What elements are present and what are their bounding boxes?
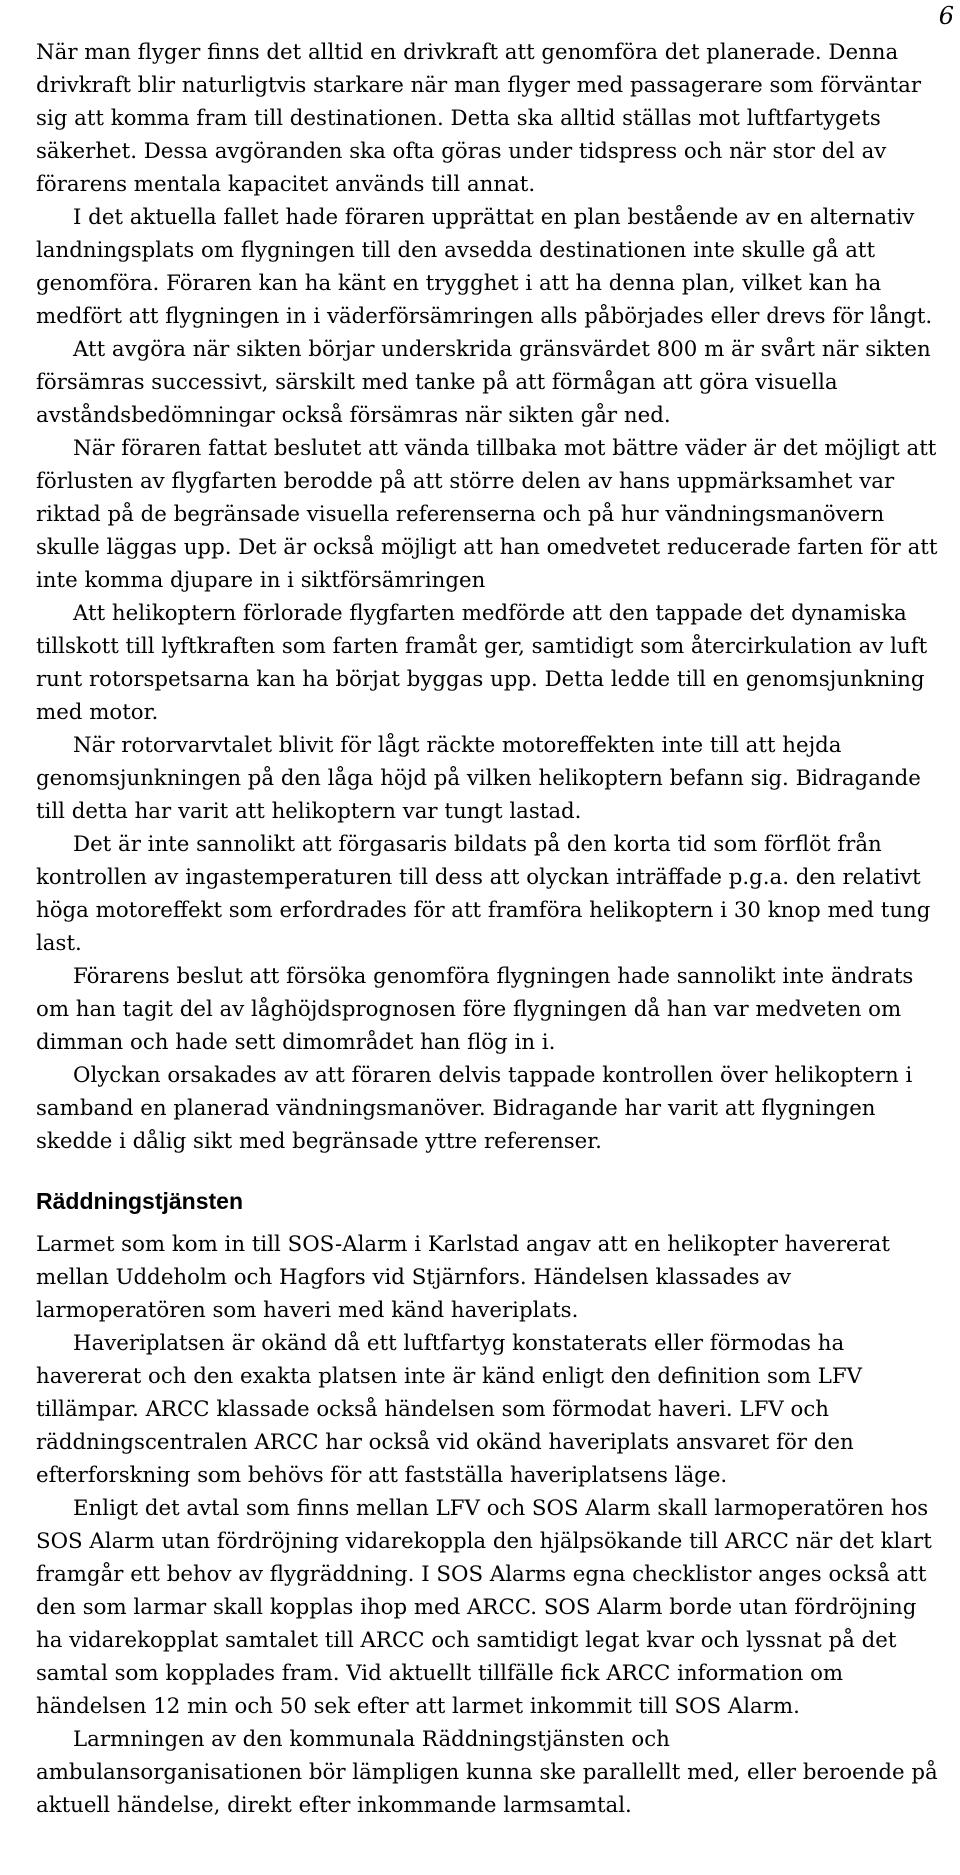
paragraph: Förarens beslut att försöka genomföra flygningen hade sannolikt inte ändrats om han tagit del av låghöjdsprognosen före flygningen då han var medveten om dimman och hade sett dimområdet han flög in i. [36, 964, 914, 1055]
paragraph: I det aktuella fallet hade föraren upprättat en plan bestående av en alternativ landningsplats om flygningen till den avsedda destinationen inte skulle gå att genomföra. Föraren kan ha känt en trygghet i att ha denna plan, vilket kan ha medfört att flygningen in i väderförsämringen alls påbörjades eller drevs för långt. [36, 205, 933, 329]
paragraph: Enligt det avtal som finns mellan LFV och SOS Alarm skall larmoperatören hos SOS Alarm utan fördröjning vidarekoppla den hjälpsökande till ARCC när det klart framgår ett behov av flygräddning. I SOS Alarms egna checklistor anges också att den som larmar skall kopplas ihop med ARCC. SOS Alarm borde utan fördröjning ha vidarekopplat samtalet till ARCC och samtidigt legat kvar och lyssnat på det samtal som kopplades fram. Vid aktuellt tillfälle fick ARCC information om händelsen 12 min och 50 sek efter att larmet inkommit till SOS Alarm. [36, 1496, 932, 1719]
paragraph: Larmningen av den kommunala Räddningstjänsten och ambulansorganisationen bör lämpligen kunna ske parallellt med, eller beroende på aktuell händelse, direkt efter inkommande larmsamtal. [36, 1727, 938, 1818]
paragraph: När rotorvarvtalet blivit för lågt räckte motoreffekten inte till att hejda genomsjunkningen på den låga höjd på vilken helikoptern befann sig. Bidragande till detta har varit att helikoptern var tungt lastad. [36, 733, 921, 824]
page-number: 6 [938, 2, 954, 30]
section-heading: Räddningstjänsten [36, 1188, 244, 1214]
paragraph: När föraren fattat beslutet att vända tillbaka mot bättre väder är det möjligt att förlusten av flygfarten berodde på att större delen av hans uppmärksamhet var riktad på de begränsade visuella referenserna och på hur vändningsmanövern skulle läggas upp. Det är också möjligt att han omedvetet reducerade farten för att inte komma djupare in i siktförsämringen [36, 436, 938, 593]
paragraph: Det är inte sannolikt att förgasaris bildats på den korta tid som förflöt från kontrollen av ingastemperaturen till dess att olyckan inträffade p.g.a. den relativt höga motoreffekt som erfordrades för att framföra helikoptern i 30 knop med tung last. [36, 832, 931, 956]
paragraph: När man flyger finns det alltid en drivkraft att genomföra det planerade. Denna drivkraft blir naturligtvis starkare när man flyger med passagerare som förväntar sig att komma fram till destinationen. Detta ska alltid ställas mot luftfartygets säkerhet. Dessa avgöranden ska ofta göras under tidspress och när stor del av förarens mentala kapacitet används till annat. [36, 40, 921, 197]
paragraph: Larmet som kom in till SOS-Alarm i Karlstad angav att en helikopter havererat mellan Uddeholm och Hagfors vid Stjärnfors. Händelsen klassades av larmoperatören som haveri med känd haveriplats. [36, 1232, 890, 1323]
document-body [36, 36, 938, 1822]
paragraph: Olyckan orsakades av att föraren delvis tappade kontrollen över helikoptern i samband en planerad vändningsmanöver. Bidragande har varit att flygningen skedde i dålig sikt med begränsade yttre referenser. [36, 1063, 913, 1154]
paragraph: Att helikoptern förlorade flygfarten medförde att den tappade det dynamiska tillskott till lyftkraften som farten framåt ger, samtidigt som återcirkulation av luft runt rotorspetsarna kan ha börjat byggas upp. Detta ledde till en genomsjunkning med motor. [36, 601, 928, 725]
paragraph: Att avgöra när sikten börjar underskrida gränsvärdet 800 m är svårt när sikten försämras successivt, särskilt med tanke på att förmågan att göra visuella avståndsbedömningar också försämras när sikten går ned. [36, 337, 931, 428]
paragraph: Haveriplatsen är okänd då ett luftfartyg konstaterats eller förmodas ha havererat och den exakta platsen inte är känd enligt den definition som LFV tillämpar. ARCC klassade också händelsen som förmodat haveri. LFV och räddningscentralen ARCC har också vid okänd haveriplats ansvaret för den efterforskning som behövs för att fastställa haveriplatsens läge. [36, 1331, 863, 1488]
